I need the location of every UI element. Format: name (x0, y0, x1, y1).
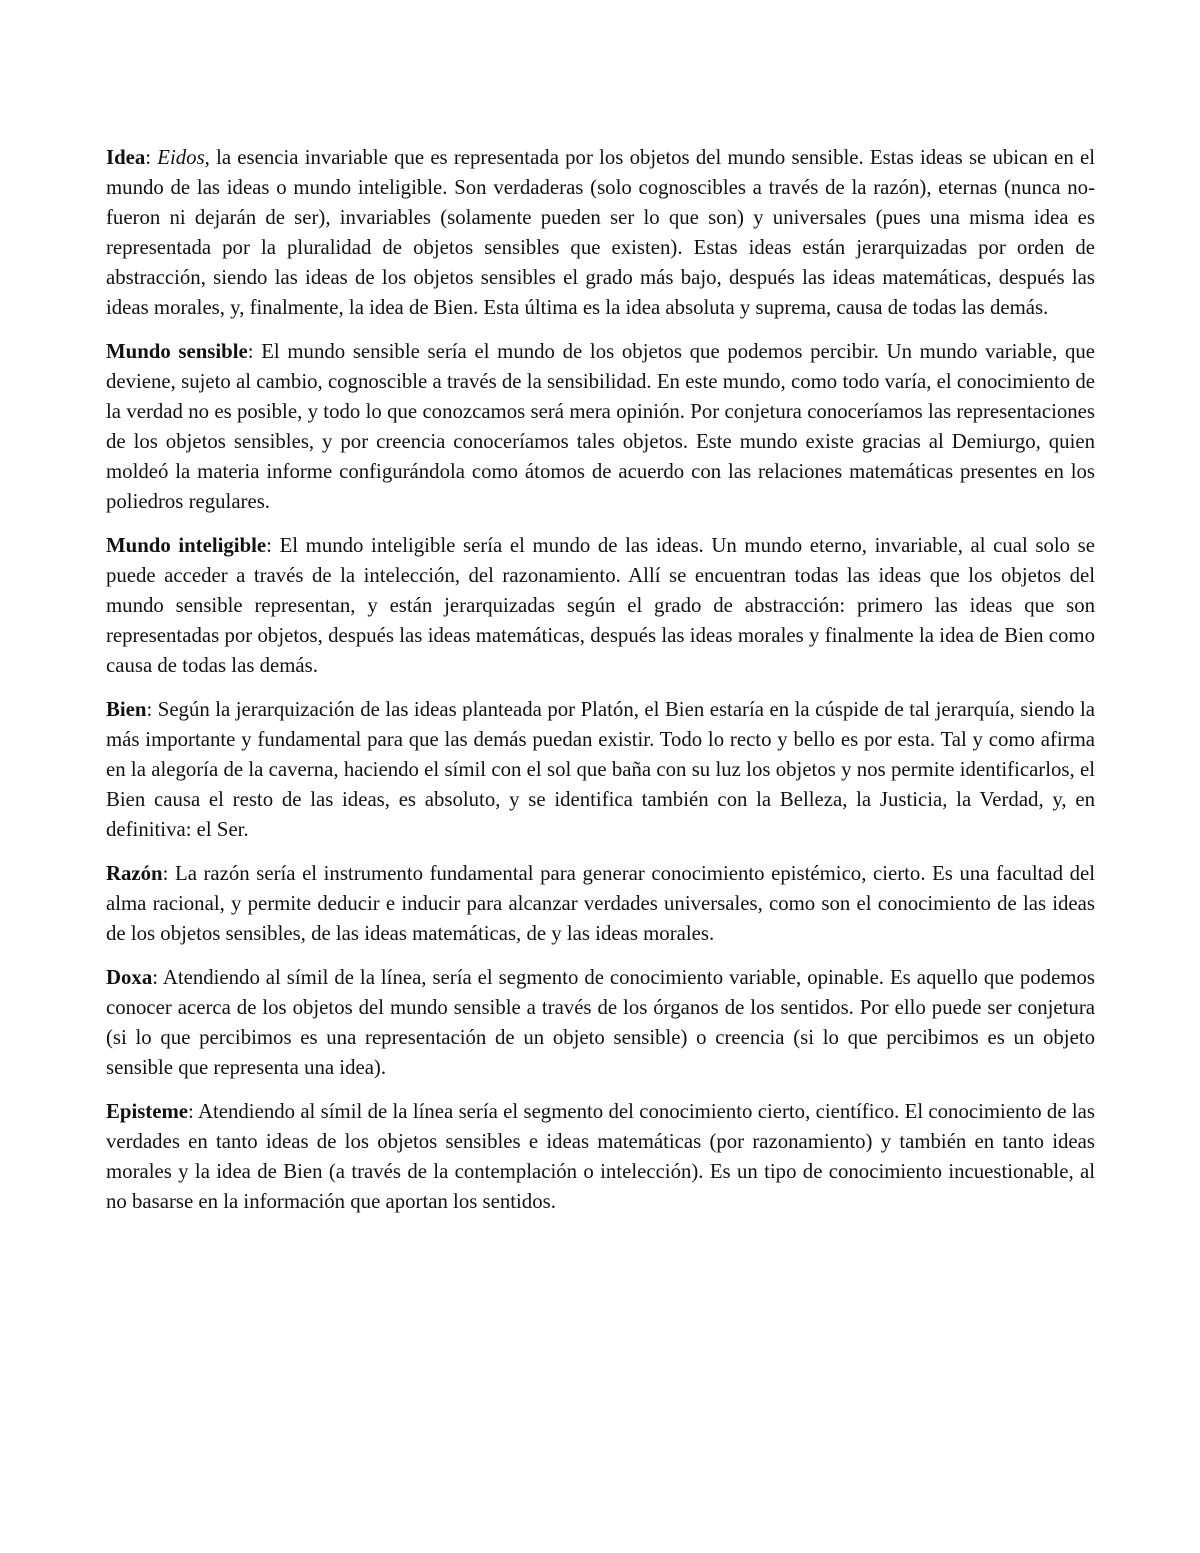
entry-colon: : (152, 966, 163, 989)
entry-bien (106, 695, 1095, 845)
entry-razon (106, 859, 1095, 949)
entry-colon: : (146, 698, 158, 721)
entry-term: Mundo inteligible (106, 534, 267, 557)
entry-definition: , la esencia invariable que es representada por los objetos del mundo sensible. Estas ideas se ubican en el mundo de las ideas o mundo inteligible. Son verdaderas (solo cognoscibles a través de la razón), eternas (nunca no-fueron ni dejarán de ser), invariables (solamente pueden ser lo que son) y universales (pues una misma idea es representada por la pluralidad de objetos sensibles que existen). Estas ideas están jerarquizadas por orden de abstracción, siendo las ideas de los objetos sensibles el grado más bajo, después las ideas matemáticas, después las ideas morales, y, finalmente, la idea de Bien. Esta última es la idea absoluta y suprema, causa de todas las demás. (106, 146, 1095, 319)
entry-definition: La razón sería el instrumento fundamental para generar conocimiento epistémico, cierto. Es una facultad del alma racional, y permite deducir e inducir para alcanzar verdades universales, como son el conocimiento de las ideas de los objetos sensibles, de las ideas matemáticas, de y las ideas morales. (106, 862, 1096, 945)
entry-colon: : (162, 862, 175, 885)
entry-definition: Atendiendo al símil de la línea, sería el segmento de conocimiento variable, opinable. Es aquello que podemos conocer acerca de los objetos del mundo sensible a través de los órganos de los sentidos. Por ello puede ser conjetura (si lo que percibimos es una representación de un objeto sensible) o creencia (si lo que percibimos es un objeto sensible que representa una idea). (106, 966, 1095, 1079)
entry-idea (106, 143, 1095, 323)
entry-colon: : (247, 340, 262, 363)
entry-definition: El mundo sensible sería el mundo de los objetos que podemos percibir. Un mundo variable, que deviene, sujeto al cambio, cognoscible a través de la sensibilidad. En este mundo, como todo varía, el conocimiento de la verdad no es posible, y todo lo que conozcamos será mera opinión. Por conjetura conoceríamos las representaciones de los objetos sensibles, y por creencia conoceríamos tales objetos. Este mundo existe gracias al Demiurgo, quien moldeó la materia informe configurándola como átomos de acuerdo con las relaciones matemáticas presentes en los poliedros regulares. (106, 340, 1095, 513)
entry-mundo-inteligible (106, 531, 1095, 681)
entry-definition: El mundo inteligible sería el mundo de las ideas. Un mundo eterno, invariable, al cual solo se puede acceder a través de la intelección, del razonamiento. Allí se encuentran todas las ideas que los objetos del mundo sensible representan, y están jerarquizadas según el grado de abstracción: primero las ideas que son representadas por objetos, después las ideas matemáticas, después las ideas morales y finalmente la idea de Bien como causa de todas las demás. (106, 534, 1096, 677)
entry-colon: : (188, 1100, 198, 1123)
entry-colon: : (145, 146, 158, 169)
entry-definition: Según la jerarquización de las ideas planteada por Platón, el Bien estaría en la cúspide de tal jerarquía, siendo la más importante y fundamental para que las demás puedan existir. Todo lo recto y bello es por esta. Tal y como afirma en la alegoría de la caverna, haciendo el símil con el sol que baña con su luz los objetos y nos permite identificarlos, el Bien causa el resto de las ideas, es absoluto, y se identifica también con la Belleza, la Justicia, la Verdad, y, en definitiva: el Ser. (106, 698, 1096, 841)
entry-term: Bien (106, 698, 147, 721)
entry-mundo-sensible (106, 337, 1095, 517)
entry-episteme (106, 1097, 1095, 1217)
entry-term: Razón (106, 862, 163, 885)
entry-definition: Atendiendo al símil de la línea sería el segmento del conocimiento cierto, científico. El conocimiento de las verdades en tanto ideas de los objetos sensibles e ideas matemáticas (por razonamiento) y también en tanto ideas morales y la idea de Bien (a través de la contemplación o intelección). Es un tipo de conocimiento incuestionable, al no basarse en la información que aportan los sentidos. (106, 1100, 1095, 1213)
entry-term: Episteme (106, 1100, 189, 1123)
entry-term: Mundo sensible (106, 340, 248, 363)
glossary-body (106, 143, 1095, 1231)
entry-term: Idea (106, 146, 146, 169)
entry-term: Doxa (106, 966, 153, 989)
entry-doxa (106, 963, 1095, 1083)
entry-colon: : (266, 534, 280, 557)
entry-italic-term: Eidos (157, 146, 205, 169)
